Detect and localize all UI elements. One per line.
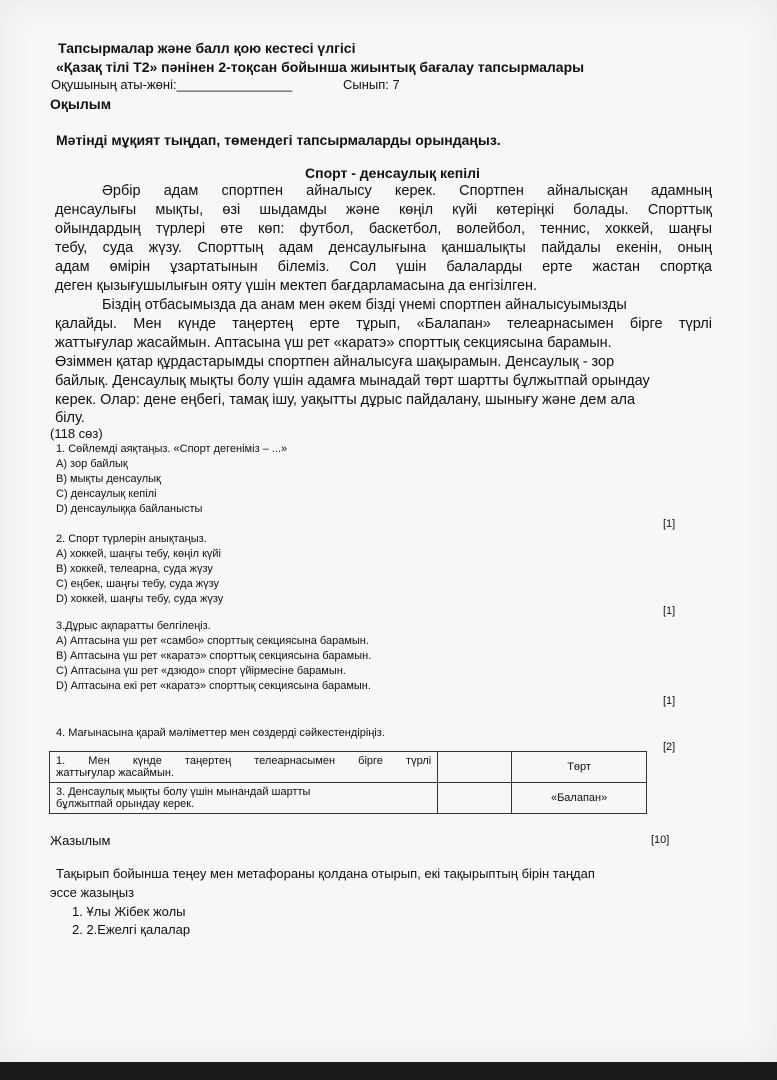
word-count: (118 сөз): [50, 426, 103, 441]
answer-option[interactable]: В) хоккей, телеарна, суда жүзу: [56, 563, 213, 575]
answer-option[interactable]: D) Аптасына екі рет «каратэ» спорттық секциясына барамын.: [56, 680, 371, 692]
class-label: Сынып: 7: [343, 77, 400, 92]
answer-option[interactable]: А) хоккей, шаңғы тебу, көңіл күйі: [56, 548, 221, 560]
text-line: денсаулығы мықты, өзі шыдамды және көңіл күйі көтеріңкі болады. Спорттық: [55, 202, 712, 218]
answer-option[interactable]: С) Аптасына үш рет «дзюдо» спорт үйірмесіне барамын.: [56, 665, 346, 677]
text-line: деген қызығушылығын ояту үшін мектеп бағдарламасына да енгізілген.: [55, 278, 538, 294]
instruction: Мәтінді мұқият тыңдап, төмендегі тапсырмаларды орындаңыз.: [56, 132, 501, 148]
student-name-label: Оқушының аты-жөні:________________: [51, 77, 293, 92]
table-cell-text: 3. Денсаулық мықты болу үшін мынандай шартты: [56, 786, 311, 798]
question-prompt: 3.Дұрыс ақпаратты белгілеңіз.: [56, 620, 211, 632]
text-line: адам өмірін ұзартатынын білеміз. Сол үшін балаларды ерте жастан спортқа: [55, 259, 712, 275]
question-mark: [1]: [663, 518, 676, 530]
question-prompt: 1. Сөйлемді аяқтаңыз. «Спорт дегеніміз – ...»: [56, 443, 288, 455]
document-subtitle: «Қазақ тілі Т2» пәнінен 2-тоқсан бойынша жиынтық бағалау тапсырмалары: [56, 59, 585, 75]
answer-option[interactable]: С) еңбек, шаңғы тебу, суда жүзу: [56, 578, 220, 590]
text-line: ойындардың түрлері өте көп: футбол, баскетбол, волейбол, теннис, хоккей, шаңғы: [55, 221, 712, 237]
text-line: тебу, суда жүзу. Спорттың адам денсаулығына қаншалықты пайдалы екенін, оның: [55, 240, 712, 256]
text-line: Әрбір адам спортпен айналысу керек. Спортпен айналысқан адамның: [102, 183, 712, 199]
text-line: байлық. Денсаулық мықты болу үшін адамға мынадай төрт шартты бұлжытпай орындау: [55, 373, 650, 389]
question-mark: [1]: [663, 695, 676, 707]
answer-option[interactable]: D) денсаулыққа байланысты: [56, 503, 203, 515]
section-writing-heading: Жазылым: [50, 833, 111, 848]
answer-option[interactable]: В) Аптасына үш рет «каратэ» спорттық секциясына барамын.: [56, 650, 372, 662]
text-line: керек. Олар: дене еңбегі, тамақ ішу, уақытты дұрыс пайдалану, шынығу және дем ала: [55, 392, 636, 408]
question-mark: [2]: [663, 741, 676, 753]
table-cell: «Балапан»: [512, 783, 647, 814]
text-line: Өзіммен қатар құрдастарымды спортпен айналысуға шақырамын. Денсаулық - зор: [55, 354, 615, 370]
document-title: Тапсырмалар және балл қою кестесі үлгісі: [58, 40, 356, 56]
bottom-edge: [0, 1062, 777, 1080]
question-prompt: 2. Спорт түрлерін анықтаңыз.: [56, 533, 207, 545]
writing-prompt: Тақырып бойынша теңеу мен метафораны қолдана отырып, екі тақырыптың бірін таңдап: [56, 866, 595, 881]
writing-mark: [10]: [651, 834, 670, 846]
writing-prompt: эссе жазыңыз: [50, 885, 135, 900]
table-cell-empty[interactable]: [438, 752, 512, 783]
answer-option[interactable]: С) денсаулық кепілі: [56, 488, 157, 500]
answer-option[interactable]: А) зор байлық: [56, 458, 128, 470]
table-row: [50, 783, 647, 814]
essay-topic[interactable]: 1. Ұлы Жібек жолы: [72, 904, 186, 919]
table-cell-text: жаттығулар жасаймын.: [56, 767, 175, 779]
table-cell: Төрт: [512, 752, 647, 783]
text-line: жаттығулар жасаймын. Аптасына үш рет «каратэ» спорттық секциясына барамын.: [55, 335, 612, 351]
question-prompt: 4. Мағынасына қарай мәліметтер мен сөздерді сәйкестендіріңіз.: [56, 727, 385, 739]
table-cell-text: 1. Мен күнде таңертең телеарнасымен бірге түрлі: [56, 755, 432, 767]
table-cell: [50, 752, 438, 783]
text-line: қалайды. Мен күнде таңертең ерте тұрып, «Балапан» телеарнасымен бірге түрлі: [55, 316, 712, 332]
text-line: Біздің отбасымызда да анам мен әкем бізді үнемі спортпен айналысуымызды: [102, 297, 627, 313]
table-row: [50, 752, 647, 783]
table-cell: [50, 783, 438, 814]
essay-topic[interactable]: 2. 2.Ежелгі қалалар: [72, 922, 191, 937]
answer-option[interactable]: В) мықты денсаулық: [56, 473, 161, 485]
answer-option[interactable]: А) Аптасына үш рет «самбо» спорттық секциясына барамын.: [56, 635, 369, 647]
table-cell-text: бұлжытпай орындау керек.: [56, 798, 195, 810]
matching-table: [49, 751, 647, 814]
section-reading-heading: Оқылым: [50, 96, 112, 112]
answer-option[interactable]: D) хоккей, шаңғы тебу, суда жүзу: [56, 593, 224, 605]
text-line: білу.: [55, 410, 85, 426]
text-title: Спорт - денсаулық кепілі: [305, 165, 480, 181]
question-mark: [1]: [663, 605, 676, 617]
table-cell-empty[interactable]: [438, 783, 512, 814]
